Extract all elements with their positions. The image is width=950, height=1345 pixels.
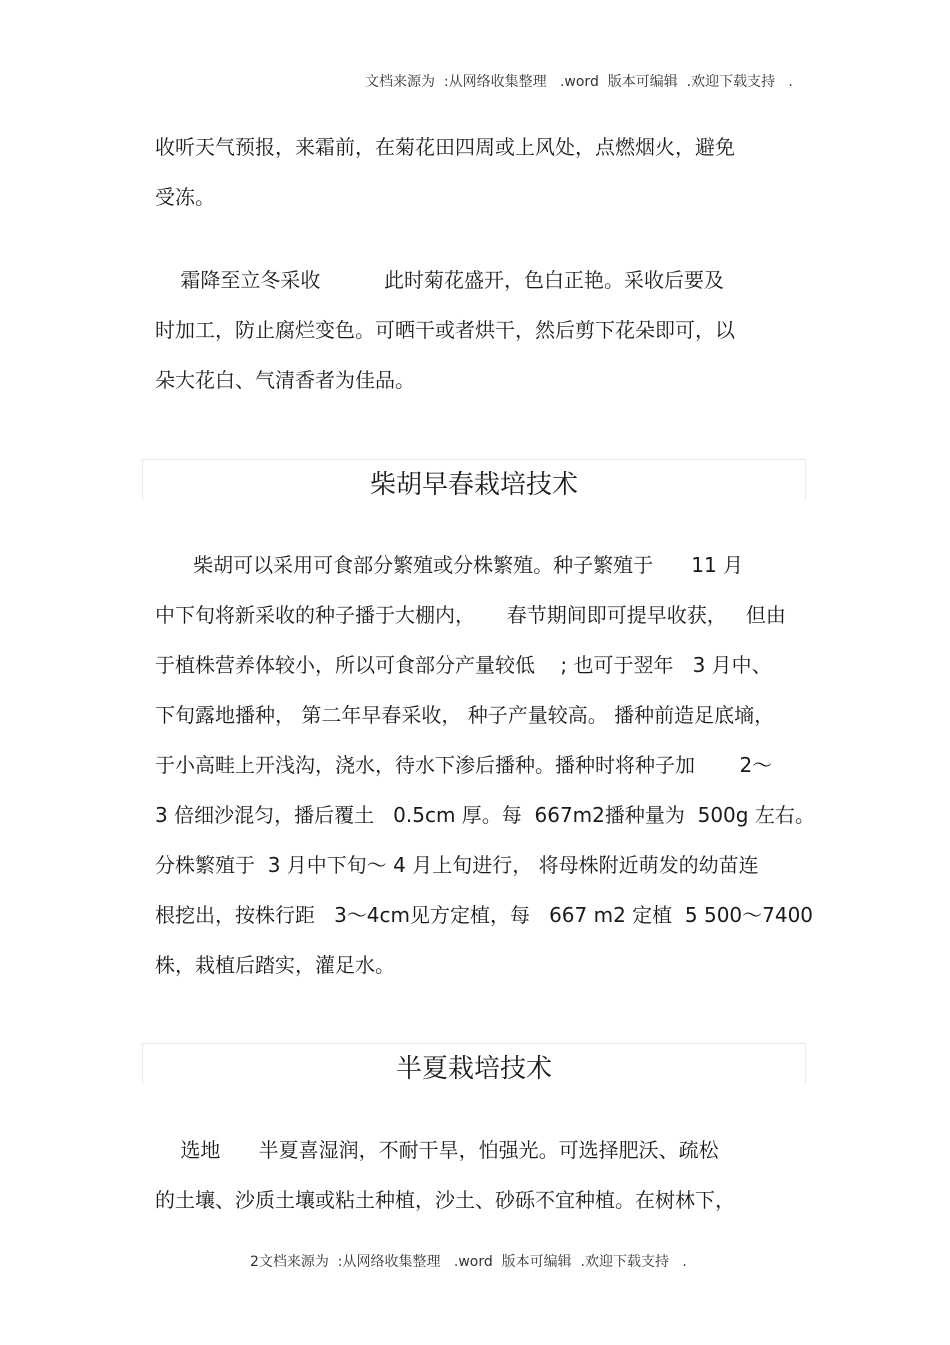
paragraph-line: 于小高畦上开浅沟，浇水，待水下渗后播种。播种时将种子加 2～ — [155, 753, 773, 777]
page-footer: 2文档来源为 :从网络收集整理 .word 版本可编辑 .欢迎下载支持 . — [250, 1254, 687, 1270]
section-title: 柴胡早春栽培技术 — [369, 470, 578, 500]
paragraph-line: 收听天气预报，来霜前，在菊花田四周或上风处，点燃烟火，避免 — [155, 135, 735, 159]
paragraph-line: 受冻。 — [155, 185, 215, 209]
paragraph-line: 株，栽植后踏实，灌足水。 — [155, 953, 395, 977]
page-header: 文档来源为 :从网络收集整理 .word 版本可编辑 .欢迎下载支持 . — [365, 74, 793, 90]
paragraph-line: 的土壤、沙质土壤或粘土种植，沙土、砂砾不宜种植。在树林下， — [155, 1188, 735, 1212]
section-title: 半夏栽培技术 — [395, 1054, 552, 1084]
paragraph-line: 根挖出，按株行距 3～4cm见方定植，每 667 m2 定植 5 500～7400 — [155, 903, 814, 927]
paragraph-line: 下旬露地播种， 第二年早春采收， 种子产量较高。 播种前造足底墒， — [155, 703, 775, 727]
paragraph-line: 于植株营养体较小，所以可食部分产量较低 ; 也可于翌年 3 月中、 — [155, 653, 772, 677]
paragraph-line: 柴胡可以采用可食部分繁殖或分株繁殖。种子繁殖于 11 月 — [155, 553, 744, 577]
paragraph-line: 霜降至立冬采收 此时菊花盛开，色白正艳。采收后要及 — [155, 268, 725, 292]
paragraph-line: 中下旬将新采收的种子播于大棚内， 春节期间即可提早收获， 但由 — [155, 603, 786, 627]
section-title-box — [142, 1043, 806, 1085]
paragraph-line: 3 倍细沙混匀，播后覆土 0.5cm 厚。每 667m2播种量为 500g 左右。 — [155, 803, 815, 827]
paragraph-line: 朵大花白、气清香者为佳品。 — [155, 368, 415, 392]
paragraph-line: 选地 半夏喜湿润，不耐干旱，怕强光。可选择肥沃、疏松 — [155, 1138, 719, 1162]
paragraph-line: 分株繁殖于 3 月中下旬～ 4 月上旬进行， 将母株附近萌发的幼苗连 — [155, 853, 759, 877]
section-title-box — [142, 459, 806, 501]
paragraph-line: 时加工，防止腐烂变色。可晒干或者烘干，然后剪下花朵即可，以 — [155, 318, 735, 342]
